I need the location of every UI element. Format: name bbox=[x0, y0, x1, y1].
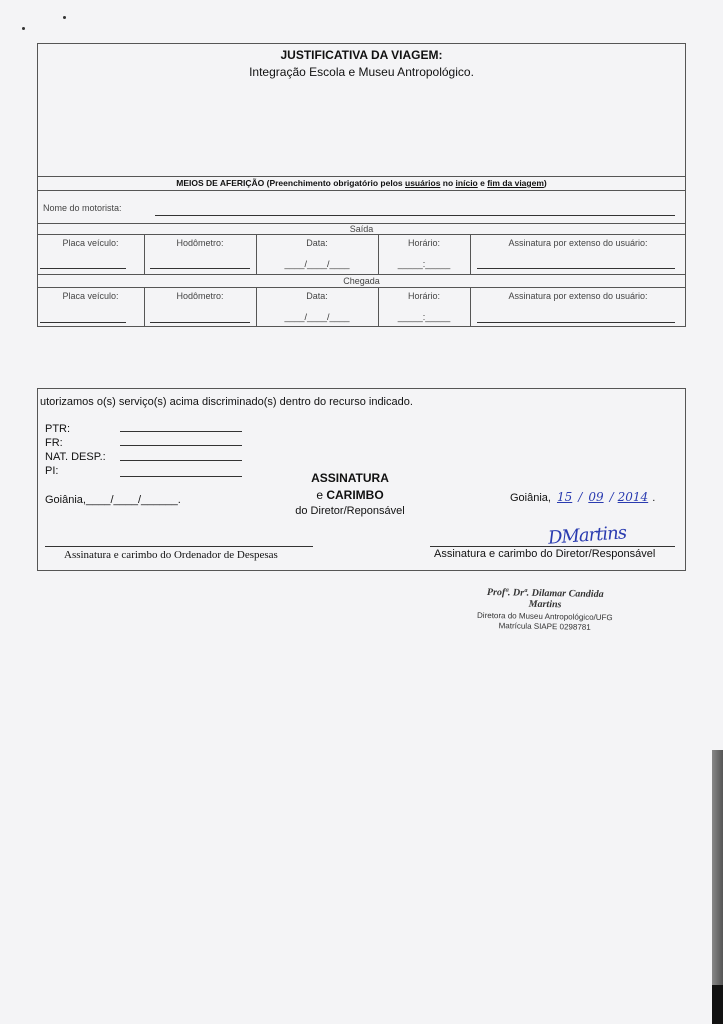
motorista-line[interactable] bbox=[155, 215, 675, 216]
sig-left-caption: Assinatura e carimbo do Ordenador de Despesas bbox=[64, 549, 278, 561]
ptr-label: PTR: bbox=[45, 423, 71, 435]
scan-speck bbox=[63, 16, 66, 19]
sig-left-line[interactable] bbox=[45, 546, 313, 547]
saida-data-field[interactable]: ____/____/____ bbox=[284, 259, 350, 269]
chegada-hodometro-label: Hodômetro: bbox=[176, 291, 224, 301]
scan-edge-dark bbox=[712, 985, 723, 1024]
stamp-line3: do Diretor/Reponsável bbox=[295, 505, 405, 517]
chegada-assinatura-field[interactable] bbox=[477, 322, 675, 323]
chegada-placa-field[interactable] bbox=[40, 322, 126, 323]
stamp-role: Diretora do Museu Antropológico/UFG bbox=[476, 610, 613, 623]
saida-data-label: Data: bbox=[306, 238, 328, 248]
saida-horario-label: Horário: bbox=[407, 238, 440, 248]
sig-right-caption: Assinatura e carimbo do Diretor/Responsável bbox=[434, 548, 656, 560]
chegada-horario-field[interactable]: _____:_____ bbox=[397, 312, 451, 322]
chegada-assinatura-label: Assinatura por extenso do usuário: bbox=[508, 291, 648, 301]
chegada-data-label: Data: bbox=[306, 291, 328, 301]
saida-hodometro-field[interactable] bbox=[150, 268, 250, 269]
fr-label: FR: bbox=[45, 437, 63, 449]
chegada-horario-label: Horário: bbox=[407, 291, 440, 301]
saida-placa-label: Placa veículo: bbox=[62, 238, 119, 248]
justificativa-title: JUSTIFICATIVA DA VIAGEM: bbox=[280, 48, 443, 62]
director-stamp bbox=[470, 587, 621, 633]
date-year: 2014 bbox=[617, 490, 649, 504]
justificativa-text: Integração Escola e Museu Antropológico. bbox=[249, 65, 474, 79]
sig-right-line[interactable] bbox=[430, 546, 675, 547]
saida-hodometro-label: Hodômetro: bbox=[176, 238, 224, 248]
authorization-text: utorizamos o(s) serviço(s) acima discriminado(s) dentro do recurso indicado. bbox=[40, 396, 413, 408]
stamp-matricula: Matrícula SIAPE 0298781 bbox=[498, 621, 591, 632]
chegada-data-field[interactable]: ____/____/____ bbox=[284, 312, 350, 322]
ptr-field[interactable] bbox=[120, 431, 242, 432]
motorista-label: Nome do motorista: bbox=[43, 203, 122, 213]
pi-label: PI: bbox=[45, 465, 59, 477]
fr-field[interactable] bbox=[120, 445, 242, 446]
chegada-placa-label: Placa veículo: bbox=[62, 291, 119, 301]
city-date-left[interactable]: Goiânia,____/____/______. bbox=[45, 494, 181, 506]
chegada-label: Chegada bbox=[343, 276, 380, 286]
saida-assinatura-field[interactable] bbox=[477, 268, 675, 269]
saida-horario-field[interactable]: _____:_____ bbox=[397, 259, 451, 269]
stamp-placeholder bbox=[270, 471, 430, 517]
date-day: 15 bbox=[556, 490, 573, 504]
saida-label: Saída bbox=[349, 224, 374, 234]
pi-field[interactable] bbox=[120, 476, 242, 477]
meios-heading: MEIOS DE AFERIÇÃO (Preenchimento obrigatório pelos usuários no início e fim da viagem) bbox=[176, 178, 547, 188]
nat-desp-label: NAT. DESP.: bbox=[45, 451, 106, 463]
stamp-line2: e CARIMBO bbox=[316, 488, 384, 502]
saida-placa-field[interactable] bbox=[40, 268, 126, 269]
stamp-name: Profª. Drª. Dilamar Candida Martins bbox=[486, 586, 604, 611]
saida-assinatura-label: Assinatura por extenso do usuário: bbox=[508, 238, 648, 248]
scan-edge bbox=[712, 750, 723, 1024]
handwritten-signature: DMartins bbox=[547, 522, 627, 549]
nat-desp-field[interactable] bbox=[120, 460, 242, 461]
chegada-hodometro-field[interactable] bbox=[150, 322, 250, 323]
city-date-right[interactable]: Goiânia, 15 / 09 / 2014 . bbox=[510, 490, 656, 504]
stamp-line1: ASSINATURA bbox=[311, 471, 389, 485]
date-month: 09 bbox=[588, 490, 604, 504]
scan-speck bbox=[22, 27, 25, 30]
